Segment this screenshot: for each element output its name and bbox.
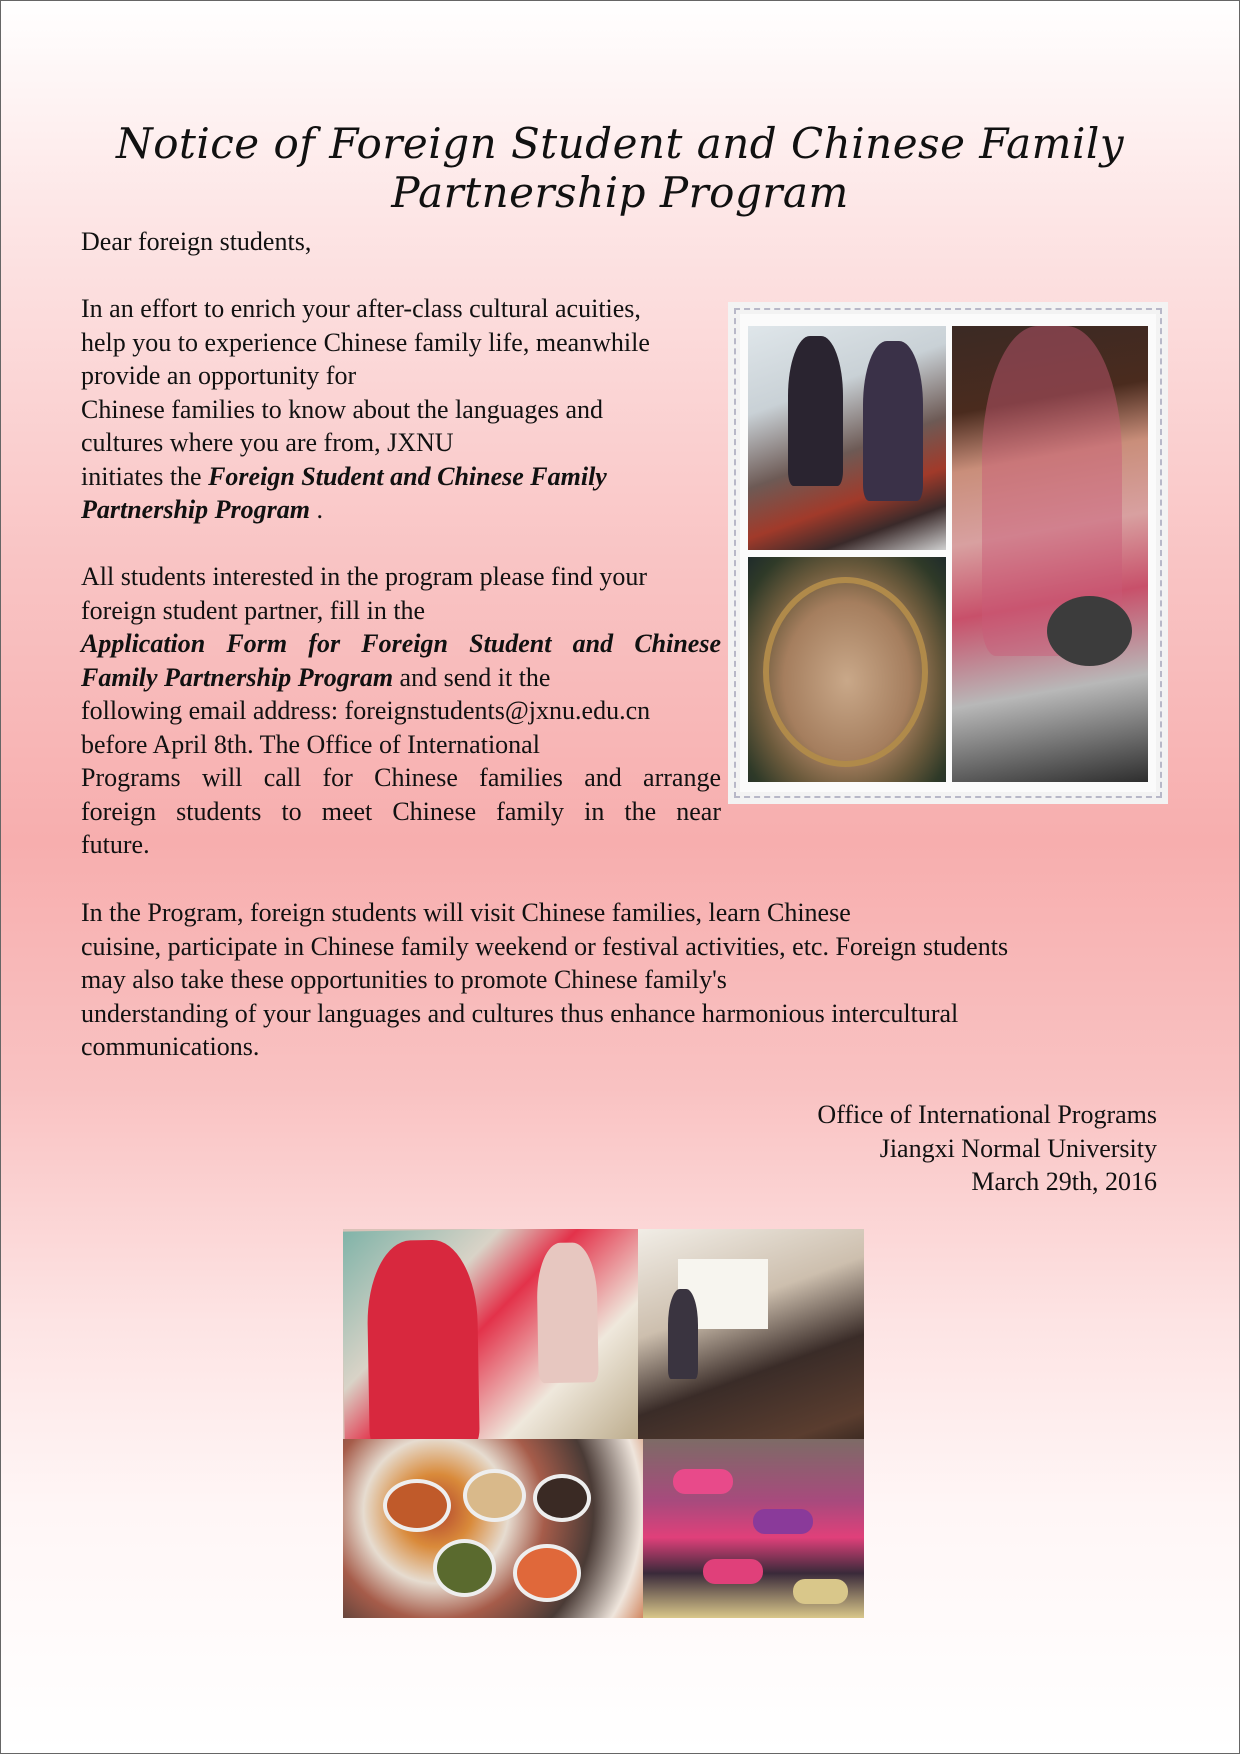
signature-university: Jiangxi Normal University <box>879 1133 1157 1163</box>
bowl-shape <box>513 1544 581 1602</box>
text-span: and send it the <box>393 662 551 692</box>
text-line: foreign students to meet Chinese family in the near <box>81 796 721 826</box>
photo-students-cooking <box>748 326 946 550</box>
plate-shape <box>763 577 928 767</box>
bowl-shape <box>463 1469 526 1522</box>
pot-shape <box>1047 596 1132 666</box>
text-line: help you to experience Chinese family life, meanwhile <box>81 327 650 357</box>
photo-dishes <box>343 1439 653 1618</box>
text-line: Programs will call for Chinese families and arrange <box>81 763 721 792</box>
text-line: cuisine, participate in Chinese family weekend or festival activities, etc. Foreign students <box>81 931 1009 961</box>
text-line: All students interested in the program please find your <box>81 562 648 591</box>
paragraph-program <box>81 896 1161 1064</box>
photo-collage-family <box>343 1229 864 1618</box>
person-silhouette <box>668 1289 698 1379</box>
bowl-shape <box>433 1539 496 1597</box>
text-line: future. <box>81 830 150 859</box>
person-silhouette <box>536 1242 598 1383</box>
text-line <box>81 460 721 494</box>
text-span: . <box>310 495 323 524</box>
text-line: foreign student partner, fill in the <box>81 595 426 625</box>
person-silhouette <box>863 341 923 501</box>
person-silhouette <box>788 336 843 486</box>
text-line: before April 8th. The Office of International <box>81 729 540 759</box>
photo-living-room <box>638 1229 864 1459</box>
photo-slippers <box>643 1439 864 1618</box>
person-silhouette <box>366 1239 480 1451</box>
signature-date: March 29th, 2016 <box>971 1167 1157 1196</box>
text-line <box>81 661 721 695</box>
text-line: understanding of your languages and cultures thus enhance harmonious intercultural <box>81 998 959 1028</box>
slipper-shape <box>753 1509 813 1534</box>
bowl-shape <box>533 1474 591 1522</box>
slipper-shape <box>673 1469 733 1494</box>
photo-kitchen <box>343 1229 645 1462</box>
photo-dish <box>748 557 946 782</box>
text-line: In the Program, foreign students will visit Chinese families, learn Chinese <box>81 898 851 927</box>
text-line: communications. <box>81 1032 260 1061</box>
bowl-shape <box>383 1479 451 1532</box>
email-line: following email address: foreignstudents@jxnu.edu.cn <box>81 696 651 725</box>
slipper-shape <box>793 1579 848 1604</box>
signature-block <box>817 1098 1157 1199</box>
program-name-cont: Partnership Program <box>81 495 310 524</box>
photo-girl-cooking <box>952 326 1148 782</box>
greeting: Dear foreign students, <box>81 227 312 256</box>
text-line: may also take these opportunities to promote Chinese family's <box>81 965 727 994</box>
paragraph-application <box>81 560 721 862</box>
text-line: cultures where you are from, JXNU <box>81 428 454 457</box>
paragraph-intro <box>81 292 721 527</box>
text-line: provide an opportunity for <box>81 361 357 390</box>
text-line <box>81 493 721 527</box>
photo-collage-cooking <box>728 302 1168 804</box>
form-name-cont: Family Partnership Program <box>81 662 394 692</box>
text-line: In an effort to enrich your after-class cultural acuities, <box>81 294 641 323</box>
program-name: Foreign Student and Chinese Family <box>208 461 607 491</box>
text-line: Chinese families to know about the languages and <box>81 394 604 424</box>
form-name: Application Form for Foreign Student and Chinese <box>81 629 721 658</box>
page-title: Notice of Foreign Student and Chinese Family Partnership Program <box>115 119 1125 217</box>
signature-office: Office of International Programs <box>817 1100 1157 1129</box>
text-span: initiates the <box>81 461 209 491</box>
slipper-shape <box>703 1559 763 1584</box>
